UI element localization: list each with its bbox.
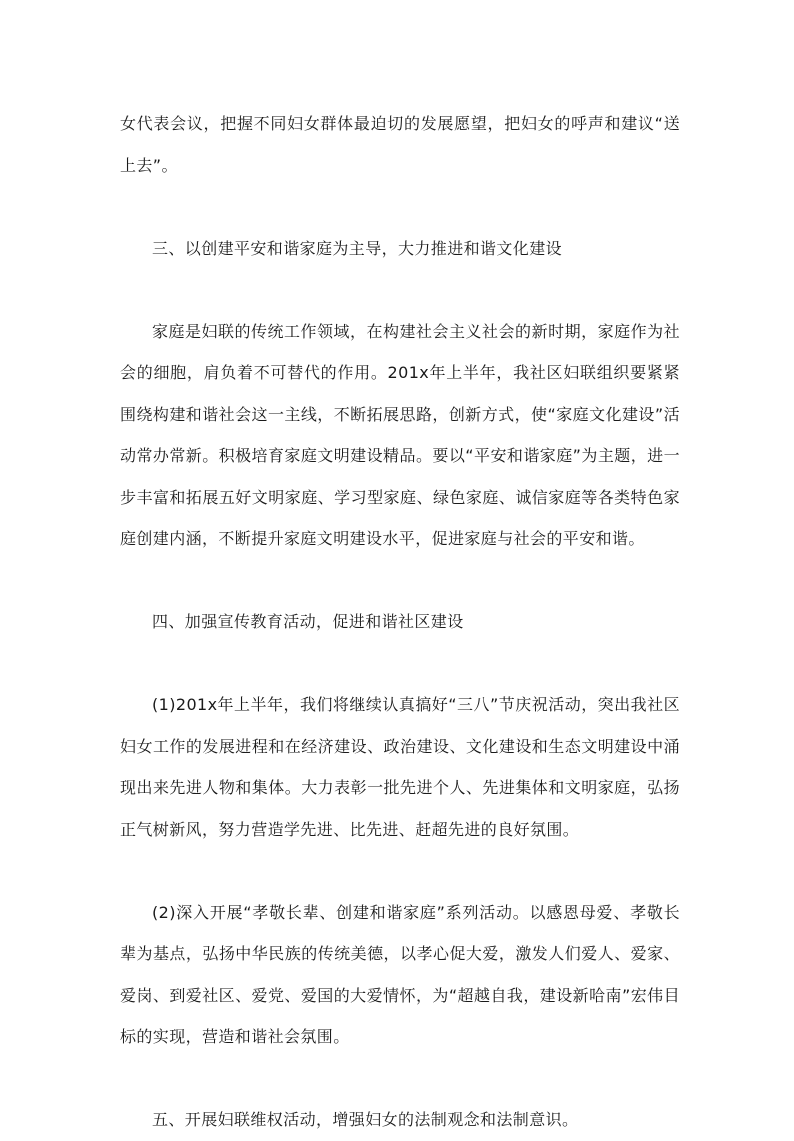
- document-body: [120, 103, 680, 1141]
- paragraph-continuation: 女代表会议，把握不同妇女群体最迫切的发展愿望，把妇女的呼声和建议“送上去”。: [120, 114, 680, 175]
- section-heading-4: 四、加强宣传教育活动，促进和谐社区建设: [152, 612, 464, 631]
- paragraph-family-work: 家庭是妇联的传统工作领域，在构建社会主义社会的新时期，家庭作为社会的细胞，肩负着不可替代的作用。201x年上半年，我社区妇联组织要紧紧围绕构建和谐社会这一主线，不断拓展思路，创新方式，使“家庭文化建设”活动常办常新。积极培育家庭文明建设精品。要以“平安和谐家庭”为主题，进一步丰富和拓展五好文明家庭、学习型家庭、绿色家庭、诚信家庭等各类特色家庭创建内涵，不断提升家庭文明建设水平，促进家庭与社会的平安和谐。: [120, 321, 680, 548]
- paragraph-item-2: (2)深入开展“孝敬长辈、创建和谐家庭”系列活动。以感恩母爱、孝敬长辈为基点，弘扬中华民族的传统美德，以孝心促大爱，激发人们爱人、爱家、爱岗、到爱社区、爱党、爱国的大爱情怀，为“超越自我，建设新哈南”宏伟目标的实现，营造和谐社会氛围。: [120, 902, 680, 1046]
- paragraph-item-1: (1)201x年上半年，我们将继续认真搞好“三八”节庆祝活动，突出我社区妇女工作的发展进程和在经济建设、政治建设、文化建设和生态文明建设中涌现出来先进人物和集体。大力表彰一批先进个人、先进集体和文明家庭，弘扬正气树新风，努力营造学先进、比先进、赶超先进的良好氛围。: [120, 695, 680, 839]
- section-heading-3: 三、以创建平安和谐家庭为主导，大力推进和谐文化建设: [152, 238, 563, 258]
- section-heading-5: 五、开展妇联维权活动，增强妇女的法制观念和法制意识。: [152, 1110, 579, 1129]
